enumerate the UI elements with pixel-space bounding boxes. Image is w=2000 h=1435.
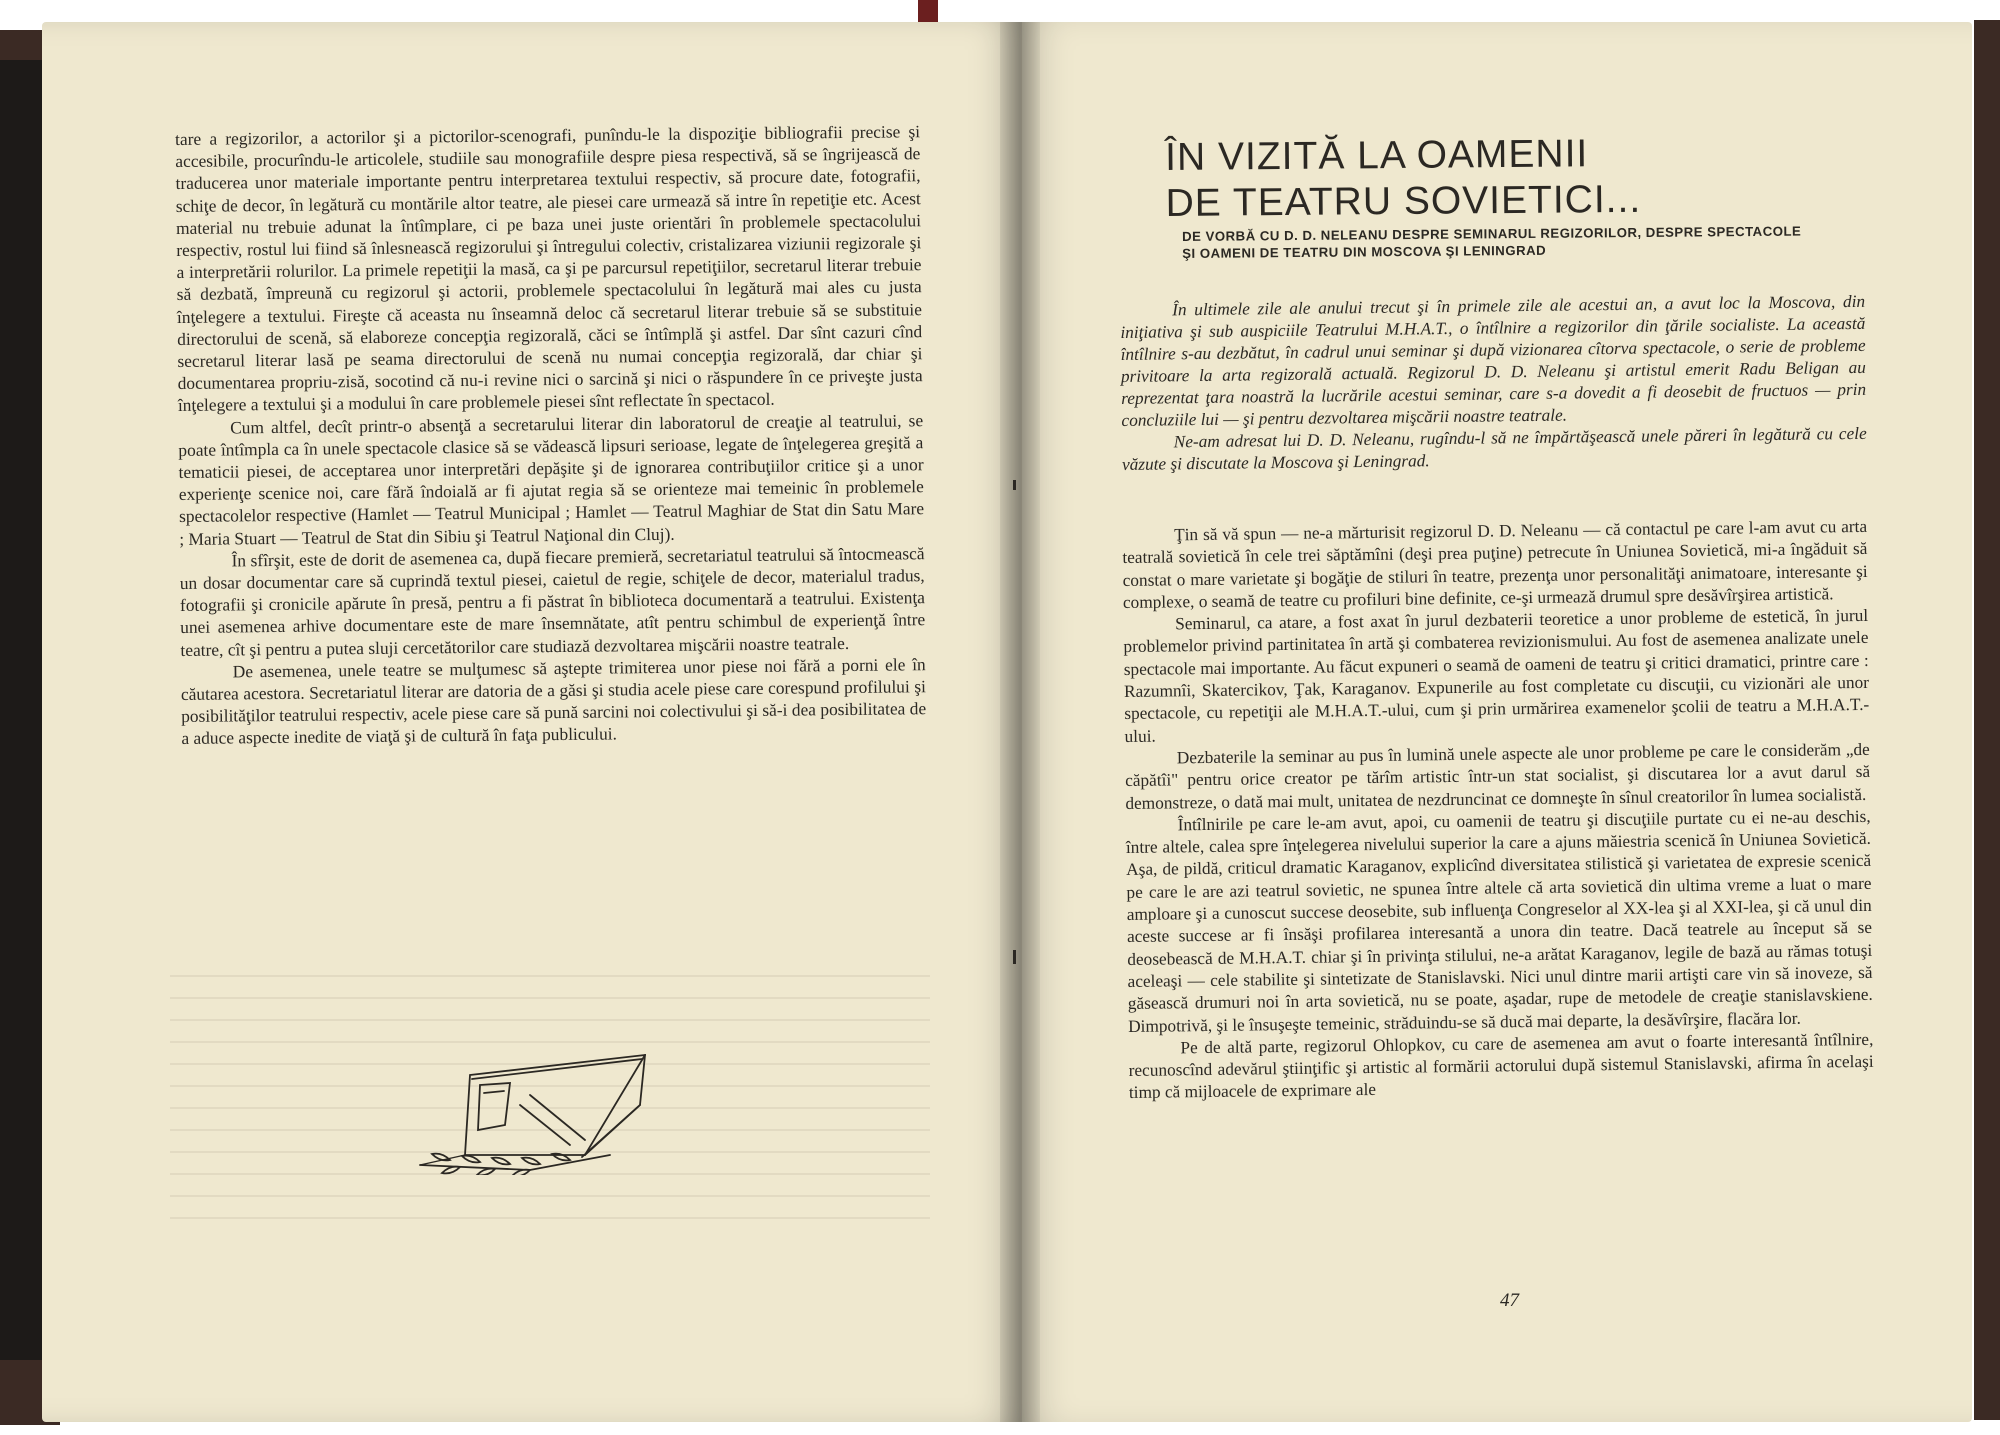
intro-paragraph-1: În ultimele zile ale anului trecut şi în primele zile ale acestui an, a avut loc la Moscova, din iniţiativa şi sub auspiciile Teatrului M.H.A.T., o întîlnire a regizorilor din ţările socialiste. La această întîlnire s-au dezbătut, în cadrul unui seminar şi după vizionarea cîtorva spectacole, o serie de probleme privitoare la arta regizorală actuală. Regizorul D. D. Neleanu şi artistul emerit Radu Beligan au reprezentat ţara noastră la lucrările acestui seminar, care s-a dovedit a fi deosebit de fructuos — prin concluziile lui — şi pentru dezvoltarea mişcării noastre teatrale.	[1120, 291, 1867, 430]
body-paragraph-2: Seminarul, ca atare, a fost axat în jurul dezbaterii teoretice a unor probleme de estetică, în jurul problemelor privind partinitatea în artă şi combaterea revizionismului. Au fost de asemenea analizate unele spectacole mai importante. Au făcut expuneri o seamă de oameni de teatru şi critici dramatici, printre care : Razumnîi, Skatercikov, Ţak, Karaganov. Expunerile au fost completate cu discuţii, cu vizionări ale unor spectacole, cu repetiţii ale M.H.A.T.-ului, cum şi prin urmărirea examenelor şcolii de teatru a M.H.A.T.-ului.	[1123, 606, 1870, 746]
article-subtitle-line-2: ŞI OAMENI DE TEATRU DIN MOSCOVA ŞI LENINGRAD	[1182, 242, 1547, 261]
article-body	[1122, 516, 1874, 1105]
body-paragraph-3: Dezbaterile la seminar au pus în lumină unele aspecte ale unor probleme pe care le considerăm „de căpătîi" pentru orice creator pe tărîm artistic într-un stat socialist, şi discutarea lor a avut darul să demonstreze, o dată mai mult, unitatea de nezdruncinat ce domneşte în sînul creatorilor în lumea socialistă.	[1125, 739, 1871, 813]
left-paragraph-4: De asemenea, unele teatre se mulţumesc să aştepte trimiterea unor piese noi fără a porni ele în căutarea acestora. Secretariatul literar are datoria de a găsi şi studia acele piese care corespund profilului şi posibilităţilor teatrului respectiv, acele piese care să pună sarcini noi colectivului şi să-i dea posibilitatea de a aduce aspecte inedite de viaţă şi de cultură în faţa publicului.	[180, 654, 927, 749]
article-title-line-2: DE TEATRU SOVIETICI...	[1165, 177, 1642, 225]
left-paragraph-3: În sfîrşit, este de dorit de asemenea ca, după fiecare premieră, secretariatul teatrului să întocmească un dosar documentar care să cuprindă textul piesei, caietul de regie, schiţele de decor, materialul tradus, fotografii şi cronicile apărute în presă, pentru a fi păstrat în biblioteca documentară a teatrului. Existenţa unei asemenea arhive documentare este de mare însemnătate, atît pentru schimbul de experienţă între teatre, cît şi pentru a putea sluji cercetătorilor care studiază dezvoltarea mişcării noastre teatrale.	[179, 543, 926, 660]
body-paragraph-4: Întîlnirile pe care le-am avut, apoi, cu oamenii de teatru şi discuţiile purtate cu ei ne-au deschis, între altele, calea spre înţelegerea nivelului superior la care a ajuns măiestria scenică în Uniunea Sovietică. Aşa, de pildă, criticul dramatic Karaganov, explicînd diversitatea stilistică şi varietatea de expresie scenică pe care le are azi teatrul sovietic, ne spunea între altele că arta sovietică din ultima vreme a luat o mare amploare şi a cunoscut succese deosebite, sub influenţa Congreselor al XX-lea şi al XXI-lea, şi că unul din aceste succese ar fi însăşi profilarea interesantă a unora din teatre. Dacă teatrele au început să se deosebească de M.H.A.T. chiar şi în privinţa stilului, ne-a arătat Karaganov, legile de bază au rămas totuşi aceleaşi — cele stabilite şi sintetizate de Stanislavski. Nici unul dintre marii artişti care vin să inoveze, să găsească drumuri noi în arta sovietică, nu se poate, aşadar, rupe de metodele de creaţie stanislavskiene. Dimpotrivă, şi le însuşeşte temeinic, străduindu-se să ducă mai departe, la desăvîrşire, flacăra lor.	[1125, 806, 1873, 1036]
page-number: 47	[1500, 1290, 1519, 1311]
book-and-laurel-drawing-icon	[410, 1045, 660, 1175]
book-gutter	[1000, 22, 1040, 1422]
article-subtitle-line-1: DE VORBĂ CU D. D. NELEANU DESPRE SEMINARUL REGIZORILOR, DESPRE SPECTACOLE	[1182, 223, 1802, 244]
article-intro	[1120, 291, 1867, 476]
body-paragraph-5: Pe de altă parte, regizorul Ohlopkov, cu care de asemenea am avut o foarte interesantă întîlnire, recunoscînd adevărul ştiinţific şi artistic al formării actorului după sistemul Stanislavski, afirma în acelaşi timp că mijloacele de exprimare ale	[1128, 1029, 1874, 1103]
gutter-marks	[1013, 480, 1017, 980]
body-paragraph-1: Ţin să vă spun — ne-a mărturisit regizorul D. D. Neleanu — că contactul pe care l-am avut cu arta teatrală sovietică în cele trei săptămîni (deşi prea puţine) petrecute în Uniunea Sovietică, mi-a îngăduit să constat o mare varietate şi bogăţie de stiluri în teatre, prezenţa unor personalităţi animatoare, interesante şi complexe, o seamă de teatre cu profiluri bine definite, ce-şi urmează drumul spre desăvîrşirea artistică.	[1122, 516, 1868, 612]
left-paragraph-2: Cum altfel, decît printr-o absenţă a secretarului literar din laboratorul de creaţie al teatrului, se poate întîmpla ca în unele spectacole clasice să se vădească lipsuri serioase, legate de înţelegerea greşită a tematicii piesei, de acceptarea unor interpretări depăşite şi de ignorarea contribuţiilor critice şi a unor experienţe scenice noi, care fără îndoială ar fi ajutat regia să se orienteze mai temeinic în problemele spectacolelor respective (Hamlet — Teatrul Municipal ; Hamlet — Teatrul Maghiar de Stat din Satu Mare ; Maria Stuart — Teatrul de Stat din Sibiu şi Teatrul Naţional din Cluj).	[178, 409, 925, 549]
book-cover-shadow	[0, 60, 45, 1360]
left-paragraph-1: tare a regizorilor, a actorilor şi a pictorilor-scenografi, punîndu-le la dispoziţie bibliografii precise şi accesibile, procurîndu-le articolele, studiile sau monografiile despre piesa respectivă, să se îngrijească de traducerea unor materiale importante pentru interpretarea textului respectiv, să procure date, fotografii, schiţe de decor, în legătură cu montările altor teatre, ale piesei care urmează să intre în repetiţie etc. Acest material nu trebuie adunat la întîmplare, ci pe baza unei juste orientări în problemele spectacolului respectiv, rostul lui fiind să înlesnească regizorului şi întregului colectiv, cristalizarea viziunii regizorale şi a interpretării rolurilor. La primele repetiţii la masă, ca şi pe parcursul repetiţiilor, secretarul literar trebuie să dezbată, împreună cu regizorul şi actorii, problemele spectacolului în legătură mai ales cu justa înţelegere a textului. Fireşte că aceasta nu înseamnă deloc că secretarul literar trebuie să se substituie directorului de scenă, să elaboreze concepţia regizorală, căci se întîmplă şi astfel. Dar sînt cazuri cînd secretarul literar lasă pe seama directorului de scenă nu numai concepţia regizorală, dar chiar şi documentarea propriu-zisă, socotind că nu-i revine nici o sarcină şi nici o răspundere în ce priveşte justa înţelegere a textului şi a modului în care problemele piesei sînt reflectate în spectacol.	[175, 121, 923, 416]
intro-paragraph-2: Ne-am adresat lui D. D. Neleanu, rugîndu-l să ne împărtăşească unele păreri în legătură cu cele văzute şi discutate la Moscova şi Leningrad.	[1121, 423, 1867, 474]
article-title-line-1: ÎN VIZITĂ LA OAMENII	[1165, 132, 1589, 179]
article-subtitle	[1182, 222, 1872, 262]
left-page-text	[175, 120, 926, 749]
article-title	[1165, 130, 1726, 227]
book-cover-right-edge	[1974, 20, 2000, 1420]
